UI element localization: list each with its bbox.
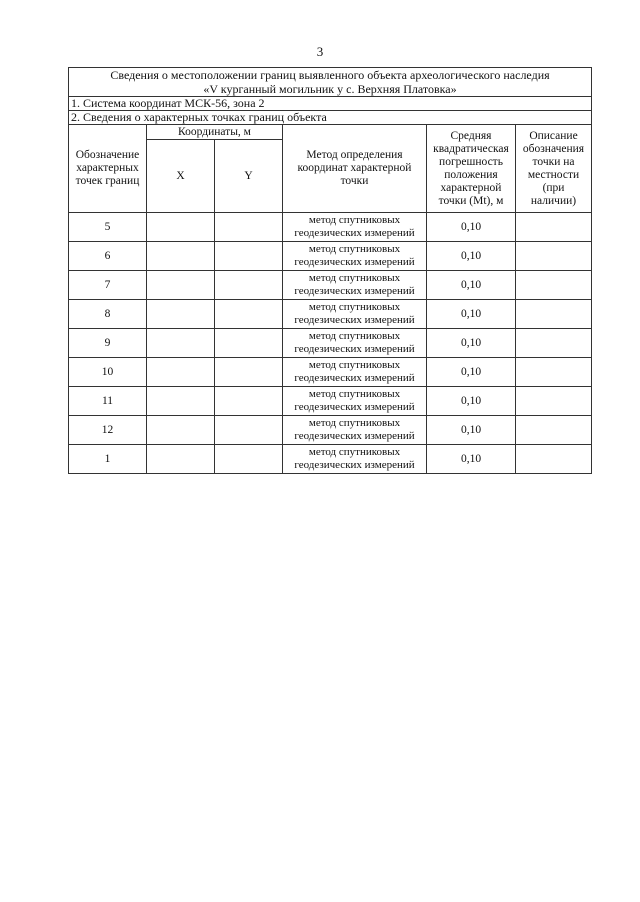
table-row <box>69 213 592 242</box>
method-line: геодезических измерений <box>294 430 415 442</box>
section-characteristic-points: 2. Сведения о характерных точках границ объекта <box>69 111 592 125</box>
description-cell <box>516 271 592 300</box>
method-line: метод спутниковых <box>308 388 401 400</box>
header-line: Обозначение <box>75 149 140 161</box>
error-cell: 0,10 <box>427 416 516 445</box>
method-line: геодезических измерений <box>294 314 415 326</box>
description-cell <box>516 387 592 416</box>
method-cell <box>283 271 427 300</box>
x-coordinate-cell <box>147 387 215 416</box>
method-line: геодезических измерений <box>294 256 415 268</box>
table-row <box>69 387 592 416</box>
header-line: точки <box>340 175 369 187</box>
header-line: Метод определения <box>306 149 403 161</box>
x-coordinate-cell <box>147 358 215 387</box>
error-cell: 0,10 <box>427 445 516 474</box>
header-line: точек границ <box>75 175 140 187</box>
method-line: метод спутниковых <box>308 272 401 284</box>
method-cell <box>283 416 427 445</box>
description-cell <box>516 300 592 329</box>
x-coordinate-cell <box>147 271 215 300</box>
description-cell <box>516 445 592 474</box>
description-cell <box>516 416 592 445</box>
header-line: Средняя <box>450 129 492 142</box>
point-number-cell: 7 <box>69 271 147 300</box>
point-number-cell: 12 <box>69 416 147 445</box>
table-row <box>69 416 592 445</box>
method-line: метод спутниковых <box>308 214 401 226</box>
y-coordinate-cell <box>215 242 283 271</box>
header-point-designation <box>69 125 147 213</box>
error-cell: 0,10 <box>427 242 516 271</box>
point-number-cell: 6 <box>69 242 147 271</box>
y-coordinate-cell <box>215 445 283 474</box>
method-line: геодезических измерений <box>294 227 415 239</box>
table-row <box>69 271 592 300</box>
header-line: наличии) <box>530 194 577 207</box>
method-line: геодезических измерений <box>294 343 415 355</box>
y-coordinate-cell <box>215 416 283 445</box>
y-coordinate-cell <box>215 271 283 300</box>
header-line: характерных <box>76 162 139 174</box>
header-line: точки (Mt), м <box>438 194 504 207</box>
x-coordinate-cell <box>147 329 215 358</box>
x-coordinate-cell <box>147 242 215 271</box>
method-line: метод спутниковых <box>308 243 401 255</box>
error-cell: 0,10 <box>427 300 516 329</box>
document-title <box>69 68 592 97</box>
header-line: Описание <box>529 129 578 142</box>
table-row <box>69 358 592 387</box>
method-cell <box>283 387 427 416</box>
error-cell: 0,10 <box>427 213 516 242</box>
method-line: метод спутниковых <box>308 446 401 458</box>
table-row <box>69 329 592 358</box>
point-number-cell: 8 <box>69 300 147 329</box>
method-line: метод спутниковых <box>308 301 401 313</box>
header-line: квадратическая <box>433 142 509 155</box>
header-description <box>516 125 592 213</box>
header-line: координат характерной <box>297 162 412 174</box>
method-line: метод спутниковых <box>308 417 401 429</box>
x-coordinate-cell <box>147 213 215 242</box>
header-error <box>427 125 516 213</box>
x-coordinate-cell <box>147 445 215 474</box>
method-cell <box>283 242 427 271</box>
error-cell: 0,10 <box>427 329 516 358</box>
point-number-cell: 11 <box>69 387 147 416</box>
error-cell: 0,10 <box>427 271 516 300</box>
point-number-cell: 9 <box>69 329 147 358</box>
header-line: местности <box>527 168 580 181</box>
table-row <box>69 242 592 271</box>
method-cell <box>283 300 427 329</box>
table-row <box>69 300 592 329</box>
header-line: характерной <box>440 181 502 194</box>
description-cell <box>516 358 592 387</box>
title-line-1: Сведения о местоположении границ выявленного объекта археологического наследия <box>110 68 550 82</box>
boundary-points-table <box>68 67 592 474</box>
x-coordinate-cell <box>147 416 215 445</box>
header-method <box>283 125 427 213</box>
y-coordinate-cell <box>215 358 283 387</box>
y-coordinate-cell <box>215 387 283 416</box>
header-line: положения <box>444 168 498 181</box>
header-line: точки на <box>532 155 575 168</box>
header-line: (при <box>542 181 565 194</box>
header-coordinates: Координаты, м <box>147 125 283 140</box>
table-row <box>69 445 592 474</box>
title-line-2: «V курганный могильник у с. Верхняя Платовка» <box>203 82 457 96</box>
y-coordinate-cell <box>215 300 283 329</box>
description-cell <box>516 213 592 242</box>
method-line: геодезических измерений <box>294 459 415 471</box>
point-number-cell: 1 <box>69 445 147 474</box>
y-coordinate-cell <box>215 329 283 358</box>
description-cell <box>516 242 592 271</box>
method-line: геодезических измерений <box>294 285 415 297</box>
header-line: обозначения <box>522 142 585 155</box>
description-cell <box>516 329 592 358</box>
method-cell <box>283 445 427 474</box>
header-x: X <box>147 140 215 213</box>
x-coordinate-cell <box>147 300 215 329</box>
method-line: метод спутниковых <box>308 359 401 371</box>
header-line: погрешность <box>439 155 503 168</box>
page-number: 3 <box>316 44 324 59</box>
method-cell <box>283 213 427 242</box>
point-number-cell: 10 <box>69 358 147 387</box>
method-line: метод спутниковых <box>308 330 401 342</box>
y-coordinate-cell <box>215 213 283 242</box>
error-cell: 0,10 <box>427 358 516 387</box>
header-y: Y <box>215 140 283 213</box>
error-cell: 0,10 <box>427 387 516 416</box>
point-number-cell: 5 <box>69 213 147 242</box>
method-cell <box>283 358 427 387</box>
method-line: геодезических измерений <box>294 401 415 413</box>
section-coordinate-system: 1. Система координат МСК-56, зона 2 <box>69 97 592 111</box>
method-cell <box>283 329 427 358</box>
method-line: геодезических измерений <box>294 372 415 384</box>
